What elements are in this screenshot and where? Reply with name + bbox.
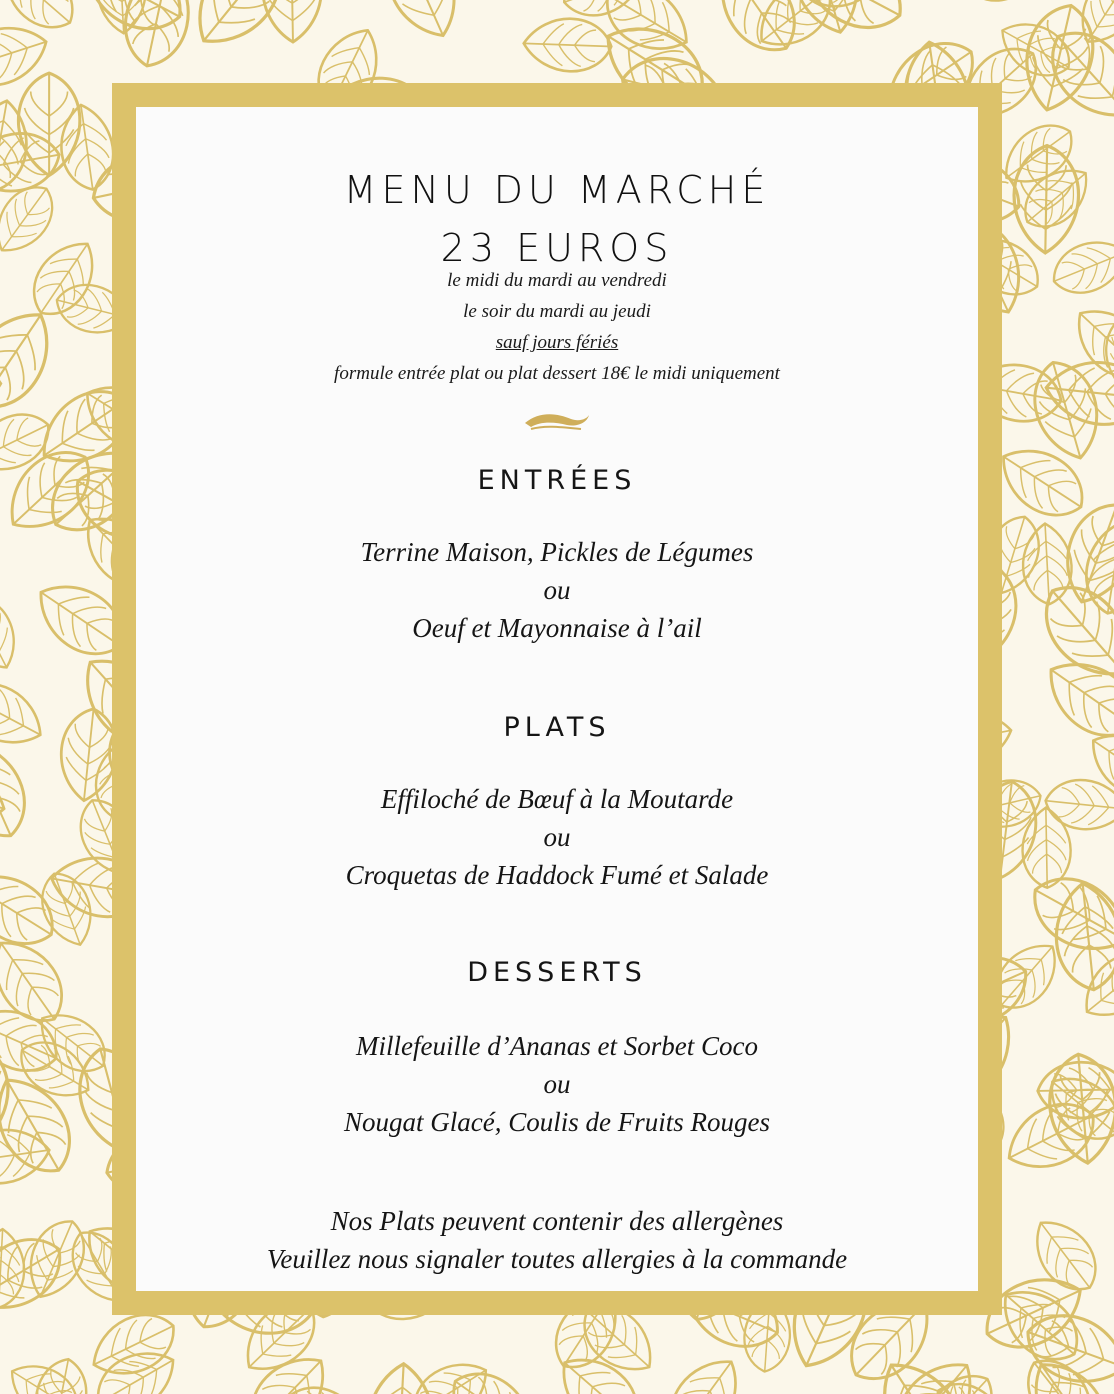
section-title-desserts: DESSERTS <box>467 957 647 988</box>
menu-title: MENU DU MARCHÉ <box>343 168 771 212</box>
allergy-notice: Nos Plats peuvent contenir des allergènes <box>330 1206 784 1236</box>
plat-option-1: Effiloché de Bœuf à la Moutarde <box>380 784 734 814</box>
dessert-option-2: Nougat Glacé, Coulis de Fruits Rouges <box>344 1107 770 1137</box>
schedule-soir: le soir du mardi au jeudi <box>463 301 651 322</box>
dessert-separator: ou <box>543 1069 571 1099</box>
dessert-option-1: Millefeuille d’Ananas et Sorbet Coco <box>356 1031 758 1061</box>
menu-price: 23 EUROS <box>440 226 674 270</box>
plat-separator: ou <box>543 822 571 852</box>
entree-separator: ou <box>543 575 571 605</box>
menu-card <box>136 107 978 1291</box>
section-title-entrees: ENTRÉES <box>477 465 637 496</box>
entree-option-1: Terrine Maison, Pickles de Légumes <box>360 537 754 567</box>
exception-underline: sauf jours fériés <box>495 332 619 353</box>
formula-text: formule entrée plat ou plat dessert 18€ le midi uniquement <box>334 363 780 384</box>
section-title-plats: PLATS <box>503 712 611 743</box>
entree-option-2: Oeuf et Mayonnaise à l’ail <box>412 613 702 643</box>
exception-text <box>136 327 978 358</box>
allergy-request: Veuillez nous signaler toutes allergies à la commande <box>266 1244 848 1274</box>
flourish-icon <box>521 407 593 437</box>
schedule-midi: le midi du mardi au vendredi <box>447 270 667 291</box>
plat-option-2: Croquetas de Haddock Fumé et Salade <box>345 860 769 890</box>
menu-frame <box>112 83 1002 1315</box>
